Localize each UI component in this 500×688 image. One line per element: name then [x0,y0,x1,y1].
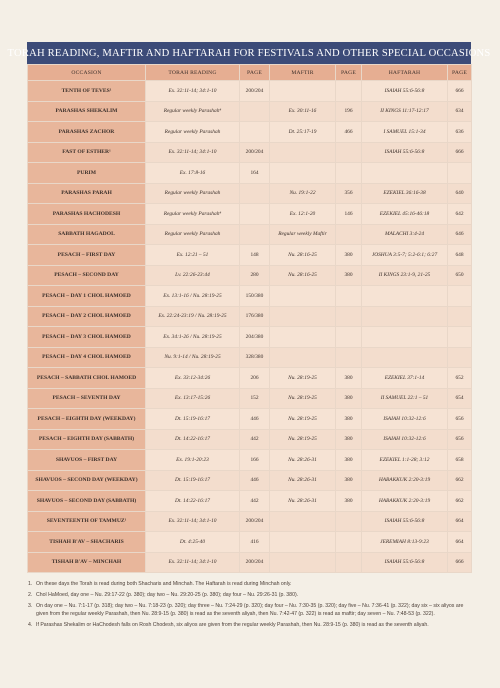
page-cell [240,204,270,225]
maftir-cell [270,81,336,102]
haftarah-cell: JOSHUA 3:5-7; 5:2-6:1; 6:27 [362,245,448,266]
footnotes [28,580,476,632]
maftir-cell [270,306,336,327]
header-torah-reading: TORAH READING [146,65,240,81]
maftir-cell [270,286,336,307]
page-cell: 328/380 [240,347,270,368]
haftarah-cell: HABAKKUK 2:20-3:19 [362,491,448,512]
footnote-text: If Parashas Shekalim or HaChodesh falls on Rosh Chodesh, six aliyos are given from the regular weekly Parashah, then Nu. 28:9-15 (p. 380) is read as the seventh aliyah. [36,622,429,628]
haftarah-cell: ISAIAH 10:32-12:6 [362,409,448,430]
torah-reading-cell: Dt. 4:25-40 [146,532,240,553]
haftarah-cell: ISAIAH 55:6-56:8 [362,81,448,102]
page-cell: 146 [336,204,362,225]
page-cell [448,286,472,307]
page-cell: 442 [240,429,270,450]
torah-reading-cell: Ex. 17:8-16 [146,163,240,184]
haftarah-cell: EZEKIEL 1:1-28; 3:12 [362,450,448,471]
page-cell: 380 [336,409,362,430]
footnote-number: 4. [28,622,33,628]
maftir-cell: Nu. 28:26-31 [270,491,336,512]
page-cell [336,163,362,184]
torah-reading-cell: Ex. 22:24-23:19 / Nu. 28:19-25 [146,306,240,327]
header-page: PAGE [336,65,362,81]
maftir-cell: Nu. 28:16-25 [270,245,336,266]
torah-reading-cell: Regular weekly Parashah⁴ [146,101,240,122]
page-cell: 666 [448,142,472,163]
occasion-cell: PARASHAS SHEKALIM [28,101,146,122]
page-cell: 380 [336,368,362,389]
footnote-number: 3. [28,603,33,609]
torah-reading-cell: Dt. 15:19-16:17 [146,409,240,430]
page-cell: 152 [240,388,270,409]
table-row [28,245,472,266]
page-cell: 654 [448,388,472,409]
table-row [28,265,472,286]
torah-reading-cell: Ex. 34:1-26 / Nu. 28:19-25 [146,327,240,348]
header-page: PAGE [240,65,270,81]
page-cell: 164 [240,163,270,184]
footnote-text: On day one – Nu. 7:1-17 (p. 318); day two – Nu. 7:18-23 (p. 320); day three – Nu. 7:24-29 (p. 320); day four – Nu. 7:30-35 (p. 320); day five – Nu. 7:36-41 (p. 322); day six – six aliyos are given from the regular weekly Parashah, then Nu. 28:9-15 (p. 380) is read as the seventh aliyah, then Nu. 7:42-47 (p. 322) is read as maftir; day seven – Nu. 7:48-53 (p. 322). [36,603,464,617]
page-cell [336,347,362,368]
page-cell [240,122,270,143]
torah-reading-cell: Lv. 22:26-23:44 [146,265,240,286]
torah-reading-cell: Ex. 32:11-14; 34:1-10 [146,511,240,532]
maftir-cell: Nu. 28:16-25 [270,265,336,286]
page-cell: 656 [448,409,472,430]
maftir-cell: Nu. 28:19-25 [270,429,336,450]
page-cell: 666 [448,81,472,102]
haftarah-cell: MALACHI 3:4-24 [362,224,448,245]
maftir-cell: Nu. 28:19-25 [270,409,336,430]
page-cell: 446 [240,409,270,430]
table-row [28,204,472,225]
page-cell: 200/204 [240,511,270,532]
torah-reading-cell: Ex. 32:11-14; 34:1-10 [146,81,240,102]
table-row [28,81,472,102]
table-row [28,306,472,327]
readings-table [27,64,472,573]
page-cell: 280 [240,265,270,286]
page-cell [336,224,362,245]
table-row [28,142,472,163]
page-cell: 662 [448,470,472,491]
occasion-cell: PURIM [28,163,146,184]
table-row [28,532,472,553]
torah-reading-cell: Dt. 14:22-16:17 [146,491,240,512]
table-row [28,224,472,245]
maftir-cell: Regular weekly Maftir [270,224,336,245]
table-title: TORAH READING, MAFTIR AND HAFTARAH FOR FESTIVALS AND OTHER SPECIAL OCCASIONS [27,42,471,64]
page-cell: 150/380 [240,286,270,307]
page-cell [240,101,270,122]
page-cell: 380 [336,265,362,286]
table-row [28,409,472,430]
occasion-cell: PARASHAS ZACHOR [28,122,146,143]
maftir-cell [270,327,336,348]
page-cell: 380 [336,491,362,512]
occasion-cell: TISHAH B'AV – SHACHARIS [28,532,146,553]
maftir-cell: Dt. 25:17-19 [270,122,336,143]
page-cell: 646 [448,224,472,245]
occasion-cell: PESACH – EIGHTH DAY (SABBATH) [28,429,146,450]
page-cell [336,552,362,573]
page-cell: 466 [336,122,362,143]
footnote [28,591,476,599]
footnote-number: 2. [28,592,33,598]
table-row [28,388,472,409]
haftarah-cell: JEREMIAH 8:13-9:23 [362,532,448,553]
header-occasion: OCCASION [28,65,146,81]
footnote-number: 1. [28,581,33,587]
maftir-cell: Nu. 19:1-22 [270,183,336,204]
maftir-cell [270,532,336,553]
haftarah-cell: ISAIAH 55:6-56:8 [362,511,448,532]
page-cell: 664 [448,532,472,553]
torah-reading-cell: Ex. 19:1-20:23 [146,450,240,471]
haftarah-cell: EZEKIEL 37:1-14 [362,368,448,389]
header-haftarah: HAFTARAH [362,65,448,81]
page-cell [336,327,362,348]
page-cell: 356 [336,183,362,204]
occasion-cell: FAST OF ESTHER¹ [28,142,146,163]
table-row [28,470,472,491]
page-cell: 650 [448,265,472,286]
occasion-cell: TISHAH B'AV – MINCHAH [28,552,146,573]
header-page: PAGE [448,65,472,81]
maftir-cell [270,347,336,368]
footnote-text: Chol HaMoed, day one – Nu. 29:17-22 (p. 380); day two – Nu. 29:20-25 (p. 380); day four – Nu. 29:26-31 (p. 380). [36,592,299,598]
haftarah-cell [362,163,448,184]
occasion-cell: SHAVUOS – SECOND DAY (SABBATH) [28,491,146,512]
page-cell: 442 [240,491,270,512]
table-row [28,368,472,389]
haftarah-cell: ISAIAH 55:6-56:8 [362,142,448,163]
page-cell [448,347,472,368]
haftarah-cell: II SAMUEL 22:1 – 51 [362,388,448,409]
occasion-cell: PARASHAS HACHODESH [28,204,146,225]
page-cell [336,306,362,327]
page-cell: 662 [448,491,472,512]
page-cell: 196 [336,101,362,122]
torah-reading-cell: Regular weekly Parashah [146,122,240,143]
haftarah-cell: EZEKIEL 45:16-46:18 [362,204,448,225]
page-cell [448,163,472,184]
table-row [28,101,472,122]
haftarah-cell: HABAKKUK 2:20-3:19 [362,470,448,491]
page-cell: 666 [448,552,472,573]
page-cell: 648 [448,245,472,266]
page-cell: 656 [448,429,472,450]
page-cell: 204/380 [240,327,270,348]
occasion-cell: PESACH – SEVENTH DAY [28,388,146,409]
occasion-cell: SEVENTEENTH OF TAMMUZ¹ [28,511,146,532]
footnote-text: On these days the Torah is read during both Shacharis and Minchah. The Haftarah is read during Minchah only. [36,581,292,587]
torah-reading-cell: Dt. 15:19-16:17 [146,470,240,491]
occasion-cell: PESACH – DAY 4 CHOL HAMOED [28,347,146,368]
maftir-cell [270,552,336,573]
occasion-cell: SHAVUOS – SECOND DAY (WEEKDAY) [28,470,146,491]
maftir-cell: Nu. 28:19-25 [270,388,336,409]
maftir-cell: Ex. 30:11-16 [270,101,336,122]
table-row [28,163,472,184]
haftarah-cell [362,286,448,307]
occasion-cell: SABBATH HAGADOL [28,224,146,245]
page-cell: 664 [448,511,472,532]
haftarah-cell: EZEKIEL 36:16-38 [362,183,448,204]
page-cell: 636 [448,122,472,143]
maftir-cell [270,511,336,532]
table-row [28,183,472,204]
page-cell: 380 [336,429,362,450]
header-row [28,65,472,81]
haftarah-cell: II KINGS 11:17-12:17 [362,101,448,122]
page-cell: 166 [240,450,270,471]
torah-reading-cell: Ex. 33:12-34:26 [146,368,240,389]
page-cell: 446 [240,470,270,491]
maftir-cell [270,163,336,184]
maftir-cell: Ex. 12:1-20 [270,204,336,225]
occasion-cell: PARASHAS PARAH [28,183,146,204]
page-cell: 634 [448,101,472,122]
page-cell [240,224,270,245]
page-cell: 642 [448,204,472,225]
table-row [28,286,472,307]
page-cell [336,286,362,307]
torah-reading-cell: Ex. 32:11-14; 34:1-10 [146,552,240,573]
occasion-cell: PESACH – SABBATH CHOL HAMOED [28,368,146,389]
haftarah-cell: I SAMUEL 15:1-34 [362,122,448,143]
page-cell: 148 [240,245,270,266]
page-cell [240,183,270,204]
occasion-cell: PESACH – DAY 2 CHOL HAMOED [28,306,146,327]
page-cell: 416 [240,532,270,553]
page-cell: 652 [448,368,472,389]
table-row [28,511,472,532]
haftarah-cell [362,306,448,327]
haftarah-cell: ISAIAH 55:6-56:8 [362,552,448,573]
page-cell: 380 [336,245,362,266]
page-cell: 200/204 [240,81,270,102]
haftarah-cell [362,327,448,348]
table-row [28,122,472,143]
page-cell: 380 [336,450,362,471]
occasion-cell: PESACH – DAY 3 CHOL HAMOED [28,327,146,348]
page-cell: 200/204 [240,552,270,573]
torah-reading-cell: Ex. 13:17-15:26 [146,388,240,409]
torah-reading-cell: Ex. 13:1-16 / Nu. 28:19-25 [146,286,240,307]
haftarah-cell: ISAIAH 10:32-12:6 [362,429,448,450]
page-cell: 176/380 [240,306,270,327]
occasion-cell: PESACH – EIGHTH DAY (WEEKDAY) [28,409,146,430]
maftir-cell: Nu. 28:19-25 [270,368,336,389]
table-row [28,450,472,471]
page-cell [336,81,362,102]
footnote [28,602,476,618]
occasion-cell: PESACH – DAY 1 CHOL HAMOED [28,286,146,307]
page-cell [336,511,362,532]
footnote [28,621,476,629]
table-row [28,347,472,368]
page-cell: 200/204 [240,142,270,163]
table-row [28,552,472,573]
occasion-cell: PESACH – FIRST DAY [28,245,146,266]
page-cell: 658 [448,450,472,471]
table-row [28,327,472,348]
torah-reading-cell: Ex. 32:11-14; 34:1-10 [146,142,240,163]
maftir-cell: Nu. 28:26-31 [270,450,336,471]
occasion-cell: PESACH – SECOND DAY [28,265,146,286]
chart-page [7,42,491,573]
page-cell [336,142,362,163]
haftarah-cell: II KINGS 23:1-9, 21-25 [362,265,448,286]
header-maftir: MAFTIR [270,65,336,81]
page-cell: 206 [240,368,270,389]
page-cell: 380 [336,388,362,409]
table-row [28,491,472,512]
page-cell [448,327,472,348]
page-cell [336,532,362,553]
torah-reading-cell: Ex. 12:21 – 51 [146,245,240,266]
haftarah-cell [362,347,448,368]
occasion-cell: SHAVUOS – FIRST DAY [28,450,146,471]
table-row [28,429,472,450]
maftir-cell: Nu. 28:26-31 [270,470,336,491]
torah-reading-cell: Nu. 9:1-14 / Nu. 28:19-25 [146,347,240,368]
page-cell: 640 [448,183,472,204]
torah-reading-cell: Regular weekly Parashah [146,183,240,204]
torah-reading-cell: Regular weekly Parashah⁴ [146,204,240,225]
page-cell [448,306,472,327]
occasion-cell: TENTH OF TEVES¹ [28,81,146,102]
torah-reading-cell: Regular weekly Parashah [146,224,240,245]
maftir-cell [270,142,336,163]
torah-reading-cell: Dt. 14:22-16:17 [146,429,240,450]
footnote [28,580,476,588]
page-cell: 380 [336,470,362,491]
